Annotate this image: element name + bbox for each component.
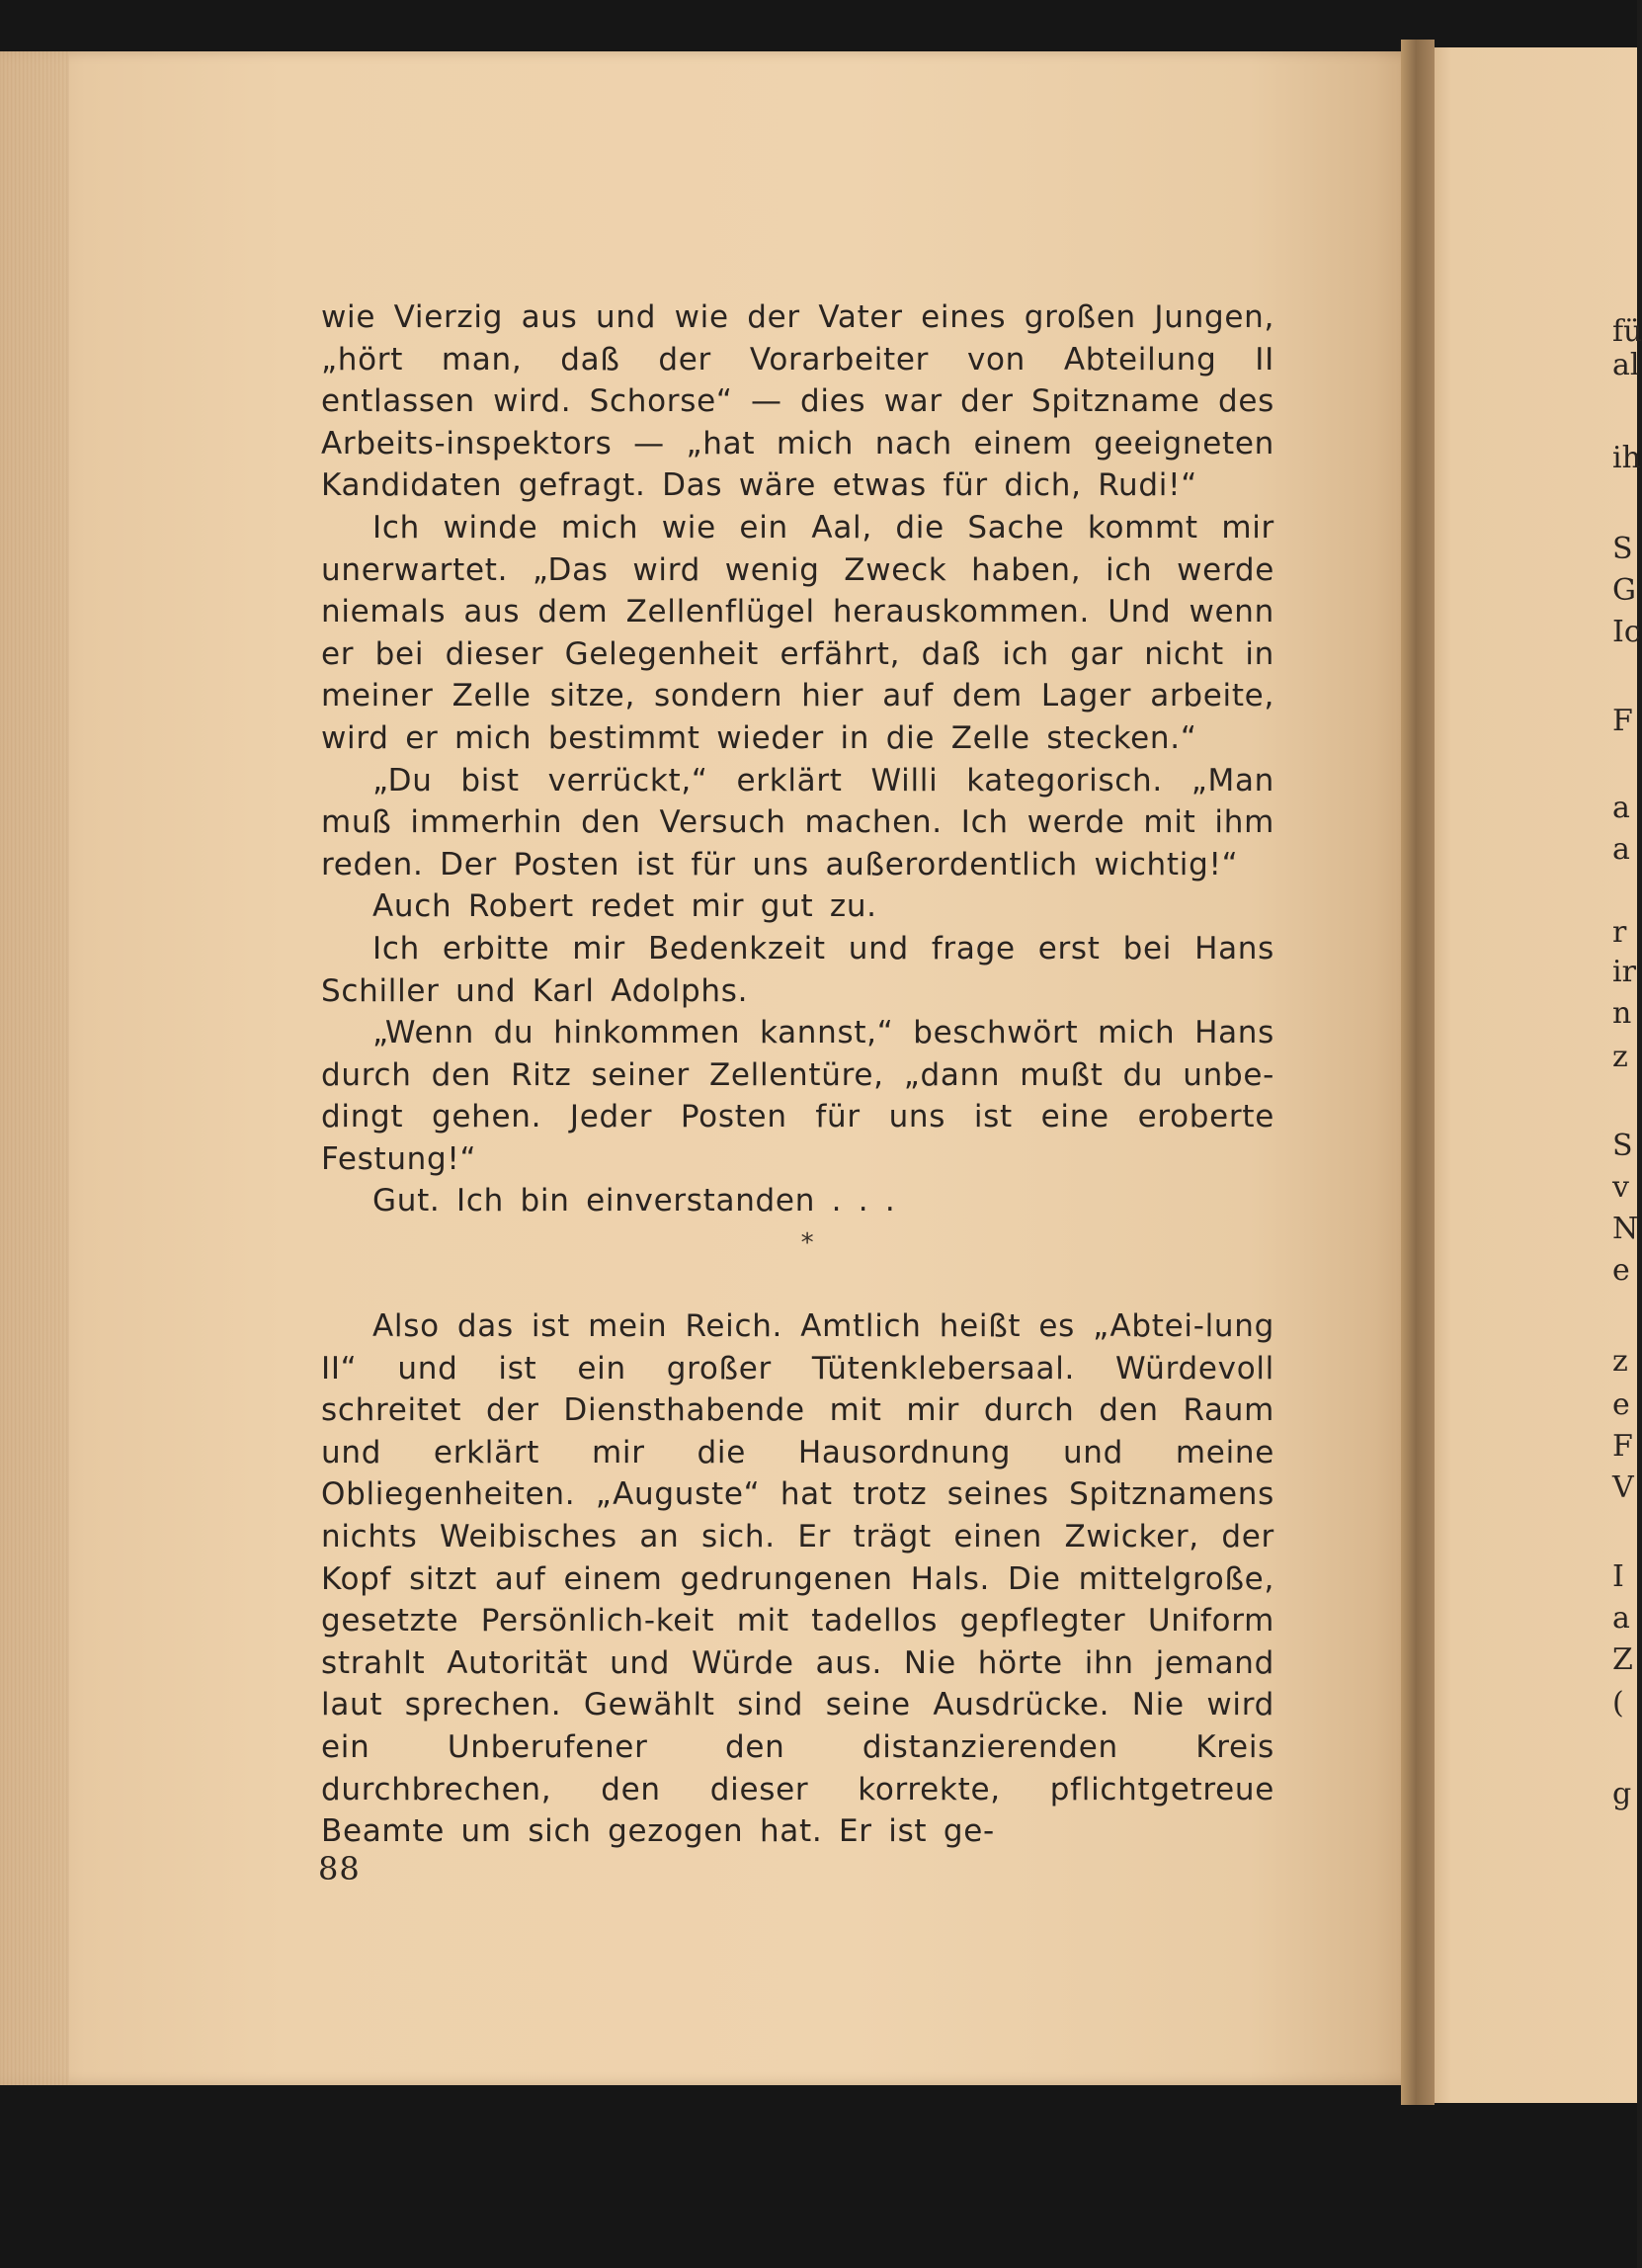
text-fragment: ir xyxy=(1612,955,1636,989)
page-number: 88 xyxy=(318,1850,361,1888)
text-fragment: F xyxy=(1612,1429,1633,1464)
body-text xyxy=(321,296,1274,1853)
paragraph: Auch Robert redet mir gut zu. xyxy=(372,888,877,925)
text-fragment: e xyxy=(1612,1253,1630,1288)
text-fragment: v xyxy=(1612,1170,1629,1205)
text-fragment: G xyxy=(1612,573,1636,608)
text-fragment: ih xyxy=(1612,441,1641,475)
paragraph: „Du bist verrückt,“ erklärt Willi kategorisch. „Man muß immerhin den Versuch machen. Ich werde mit ihm reden. Der Posten ist für uns außerordentlich wichtig!“ xyxy=(321,762,1274,882)
paragraph: Gut. Ich bin einverstanden . . . xyxy=(372,1183,896,1219)
paragraph: Also das ist mein Reich. Amtlich heißt es „Abtei-lung II“ und ist ein großer Tütenklebersaal. Würdevoll schreitet der Diensthabende mit mir durch den Raum und erklärt mir die Hausordnung und meine Obliegenheiten. „Auguste“ hat trotz seines Spitznamens nichts Weibisches an sich. Er trägt einen Zwicker, der Kopf sitzt auf einem gedrungenen Hals. Die mittelgroße, gesetzte Persönlich-keit mit tadellos gepflegter Uniform strahlt Autorität und Würde aus. Nie hörte ihn jemand laut sprechen. Gewählt sind seine Ausdrücke. Nie wird ein Unberufener den distanzierenden Kreis durchbrechen, den dieser korrekte, pflichtgetreue Beamte um sich gezogen hat. Er ist ge- xyxy=(321,1308,1274,1850)
paragraph: Ich winde mich wie ein Aal, die Sache kommt mir unerwartet. „Das wird wenig Zweck haben, ich werde niemals aus dem Zellenflügel herauskommen. Und wenn er bei dieser Gelegenheit erfährt, daß ich gar nicht in meiner Zelle sitze, sondern hier auf dem Lager arbeite, wird er mich bestimmt wieder in die Zelle stecken.“ xyxy=(321,509,1274,756)
paragraph: Ich erbitte mir Bedenkzeit und frage erst bei Hans Schiller und Karl Adolphs. xyxy=(321,930,1274,1009)
text-fragment: F xyxy=(1612,704,1633,738)
text-fragment: Ic xyxy=(1612,615,1641,649)
paragraph: wie Vierzig aus und wie der Vater eines großen Jungen, „hört man, daß der Vorarbeiter von Abteilung II entlassen wird. Schorse“ — dies war der Spitzname des Arbeits-inspektors — „hat mich nach einem geeigneten Kandidaten gefragt. Das wäre etwas für dich, Rudi!“ xyxy=(321,299,1274,504)
text-fragment: a xyxy=(1612,832,1630,867)
paragraph: „Wenn du hinkommen kannst,“ beschwört mich Hans durch den Ritz seiner Zellentüre, „dann mußt du unbe-dingt gehen. Jeder Posten für uns ist eine eroberte Festung!“ xyxy=(321,1015,1274,1177)
text-fragment: S xyxy=(1612,532,1633,566)
text-fragment: al xyxy=(1612,348,1640,382)
text-fragment: S xyxy=(1612,1129,1633,1163)
page-edge-stack xyxy=(0,51,69,2085)
text-fragment: a xyxy=(1612,791,1630,825)
text-fragment: I xyxy=(1612,1559,1624,1594)
text-fragment: ( xyxy=(1612,1686,1624,1721)
text-fragment: N xyxy=(1612,1212,1639,1246)
text-fragment: r xyxy=(1612,915,1627,950)
text-fragment: z xyxy=(1612,1040,1628,1074)
text-fragment: g xyxy=(1612,1777,1632,1811)
text-fragment: e xyxy=(1612,1387,1630,1422)
text-fragment: V xyxy=(1612,1470,1634,1505)
section-separator: * xyxy=(800,1228,815,1259)
text-fragment: Z xyxy=(1612,1642,1633,1677)
right-page xyxy=(1431,47,1640,2103)
text-fragment: z xyxy=(1612,1344,1628,1379)
text-fragment: fü xyxy=(1612,314,1642,349)
text-fragment: n xyxy=(1612,996,1632,1031)
text-fragment: a xyxy=(1612,1601,1630,1636)
book-gutter xyxy=(1401,40,1435,2105)
